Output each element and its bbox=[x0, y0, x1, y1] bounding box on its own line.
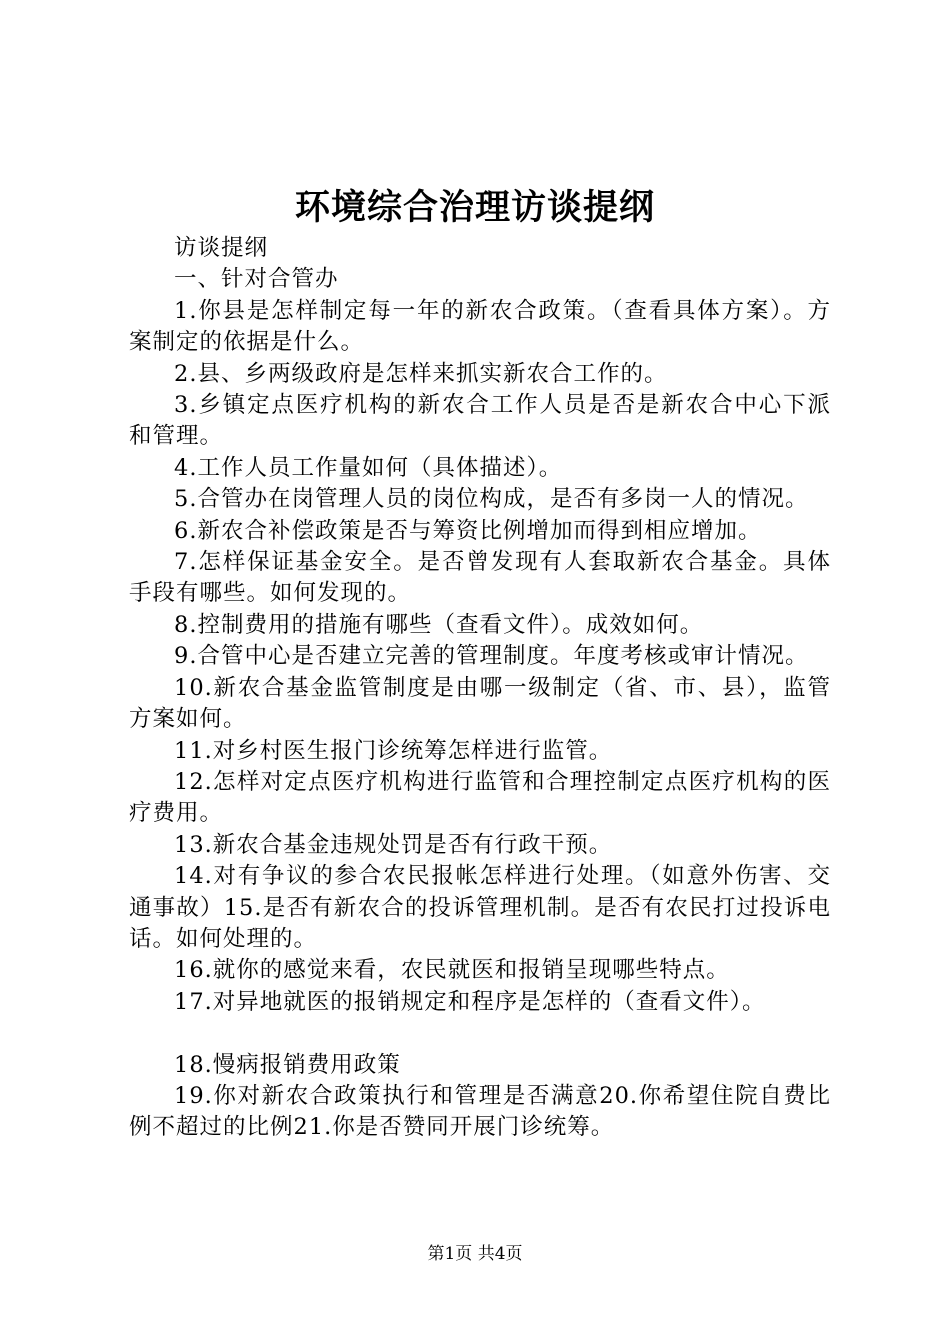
page-footer: 第1页 共4页 bbox=[427, 1244, 523, 1264]
paragraph: 19.你对新农合政策执行和管理是否满意20.你希望住院自费比例不超过的比例21.你是否赞同开展门诊统筹。 bbox=[129, 1082, 831, 1141]
blank-line bbox=[129, 1018, 831, 1049]
paragraph: 访谈提纲 bbox=[174, 235, 269, 261]
paragraph: 1.你县是怎样制定每一年的新农合政策。（查看具体方案）。方案制定的依据是什么。 bbox=[129, 297, 831, 356]
paragraph: 13.新农合基金违规处罚是否有行政干预。 bbox=[174, 831, 613, 858]
paragraph: 10.新农合基金监管制度是由哪一级制定（省、市、县），监管方案如何。 bbox=[129, 674, 831, 733]
paragraph: 5.合管办在岗管理人员的岗位构成，是否有多岗一人的情况。 bbox=[174, 486, 809, 513]
paragraph: 18.慢病报销费用政策 bbox=[174, 1051, 401, 1078]
paragraph: 12.怎样对定点医疗机构进行监管和合理控制定点医疗机构的医疗费用。 bbox=[129, 768, 831, 827]
paragraph: 9.合管中心是否建立完善的管理制度。年度考核或审计情况。 bbox=[174, 643, 809, 670]
paragraph: 一、针对合管办 bbox=[174, 266, 339, 293]
paragraph: 8.控制费用的措施有哪些（查看文件）。成效如何。 bbox=[174, 611, 704, 638]
paragraph: 3.乡镇定点医疗机构的新农合工作人员是否是新农合中心下派和管理。 bbox=[129, 392, 831, 450]
paragraph: 14.对有争议的参合农民报帐怎样进行处理。（如意外伤害、交通事故）15.是否有新农合的投诉管理机制。是否有农民打过投诉电话。如何处理的。 bbox=[129, 863, 831, 952]
paragraph: 11.对乡村医生报门诊统筹怎样进行监管。 bbox=[174, 737, 613, 764]
paragraph: 6.新农合补偿政策是否与筹资比例增加而得到相应增加。 bbox=[174, 517, 762, 544]
paragraph: 4.工作人员工作量如何（具体描述）。 bbox=[174, 454, 563, 481]
document-body bbox=[129, 233, 831, 1144]
paragraph: 2.县、乡两级政府是怎样来抓实新农合工作的。 bbox=[174, 360, 668, 387]
paragraph: 17.对异地就医的报销规定和程序是怎样的（查看文件）。 bbox=[174, 988, 766, 1015]
paragraph: 7.怎样保证基金安全。是否曾发现有人套取新农合基金。具体手段有哪些。如何发现的。 bbox=[129, 549, 831, 607]
document-title: 环境综合治理访谈提纲 bbox=[294, 187, 655, 228]
paragraph: 16.就你的感觉来看，农民就医和报销呈现哪些特点。 bbox=[174, 957, 730, 984]
